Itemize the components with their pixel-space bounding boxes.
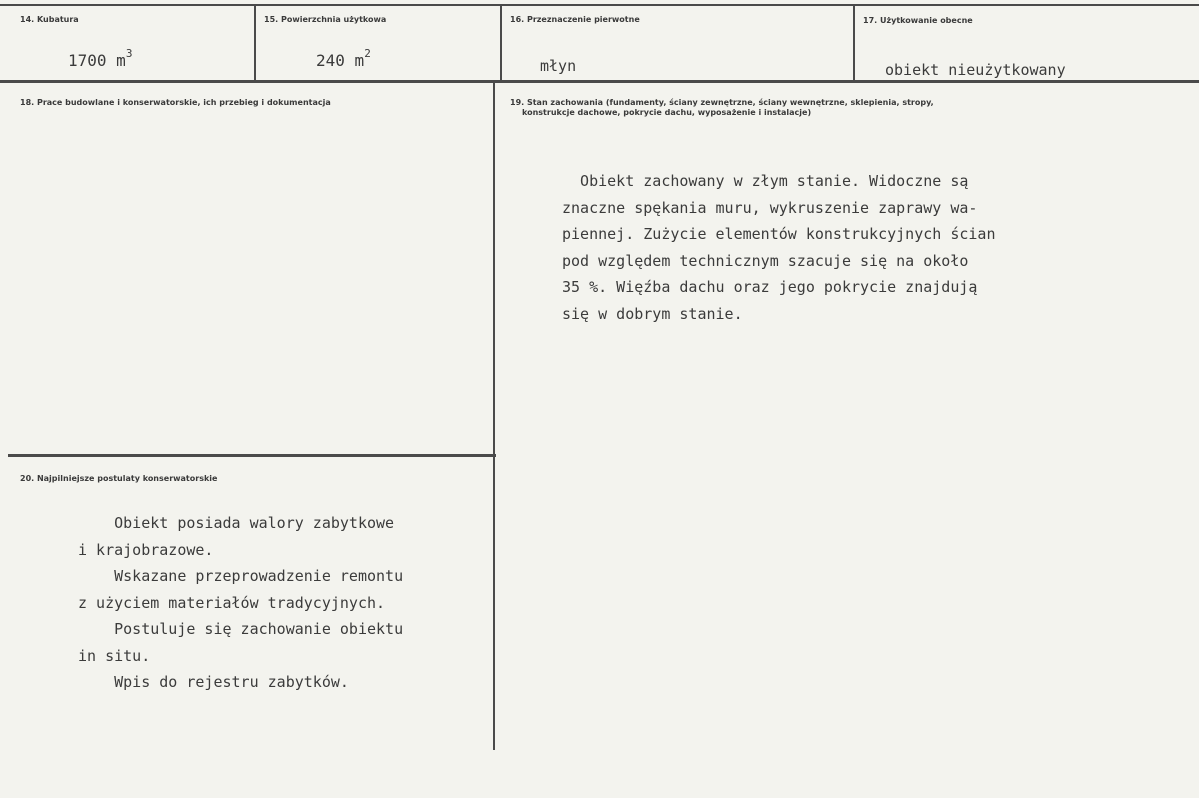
field-14-exponent: 3 — [125, 47, 133, 60]
field-20-text — [78, 510, 403, 696]
field-19-line: pod względem technicznym szacuje się na około — [562, 251, 969, 270]
field-16-value: młyn — [540, 57, 577, 75]
col-divider-3 — [853, 5, 855, 82]
field-19-line: się w dobrym stanie. — [562, 304, 743, 323]
field-17-label: 17. Użytkowanie obecne — [863, 16, 973, 25]
field-19-line: 35 %. Więźba dachu oraz jego pokrycie znajdują — [562, 278, 978, 296]
field-20-line: i krajobrazowe. — [78, 540, 214, 559]
field-14-number: 1700 — [68, 51, 107, 70]
field-19-line: piennej. Zużycie elementów konstrukcyjnych ścian — [562, 225, 996, 243]
field-19-label-line2: konstrukcje dachowe, pokrycie dachu, wyposażenie i instalacje) — [522, 108, 812, 117]
field-14-value — [68, 47, 133, 70]
field-19-line: Obiekt zachowany w złym stanie. Widoczne są — [562, 172, 969, 190]
field-19-text — [562, 168, 995, 327]
row-divider-1 — [0, 80, 1199, 83]
field-20-line: Postuluje się zachowanie obiektu — [78, 620, 404, 638]
field-18-label: 18. Prace budowlane i konserwatorskie, ich przebieg i dokumentacja — [20, 98, 331, 107]
field-15-number: 240 — [316, 51, 345, 70]
field-16-label: 16. Przeznaczenie pierwotne — [510, 15, 640, 24]
field-19-line: znaczne spękania muru, wykruszenie zaprawy wa- — [562, 198, 978, 217]
col-divider-1 — [254, 5, 256, 82]
top-border — [0, 4, 1199, 6]
field-19-label-line1: 19. Stan zachowania (fundamenty, ściany zewnętrzne, ściany wewnętrzne, sklepienia, stropy, — [510, 98, 934, 107]
field-14-label: 14. Kubatura — [20, 15, 79, 24]
field-20-line: Wpis do rejestru zabytków. — [78, 673, 349, 691]
field-15-unit: m — [354, 51, 365, 70]
field-20-label: 20. Najpilniejsze postulaty konserwatorskie — [20, 474, 218, 483]
field-15-value — [316, 47, 371, 70]
field-14-unit: m — [116, 51, 126, 70]
field-17-value: obiekt nieużytkowany — [885, 61, 1066, 79]
col-divider-2 — [500, 5, 502, 82]
field-20-line: Obiekt posiada walory zabytkowe — [78, 514, 395, 532]
field-15-label: 15. Powierzchnia użytkowa — [264, 15, 387, 24]
row-divider-2 — [8, 454, 496, 457]
field-20-line: Wskazane przeprowadzenie remontu — [78, 567, 404, 585]
field-15-exponent: 2 — [364, 47, 371, 60]
col-divider-main — [493, 82, 495, 750]
field-20-line: z użyciem materiałów tradycyjnych. — [78, 593, 386, 612]
field-20-line: in situ. — [78, 646, 151, 665]
